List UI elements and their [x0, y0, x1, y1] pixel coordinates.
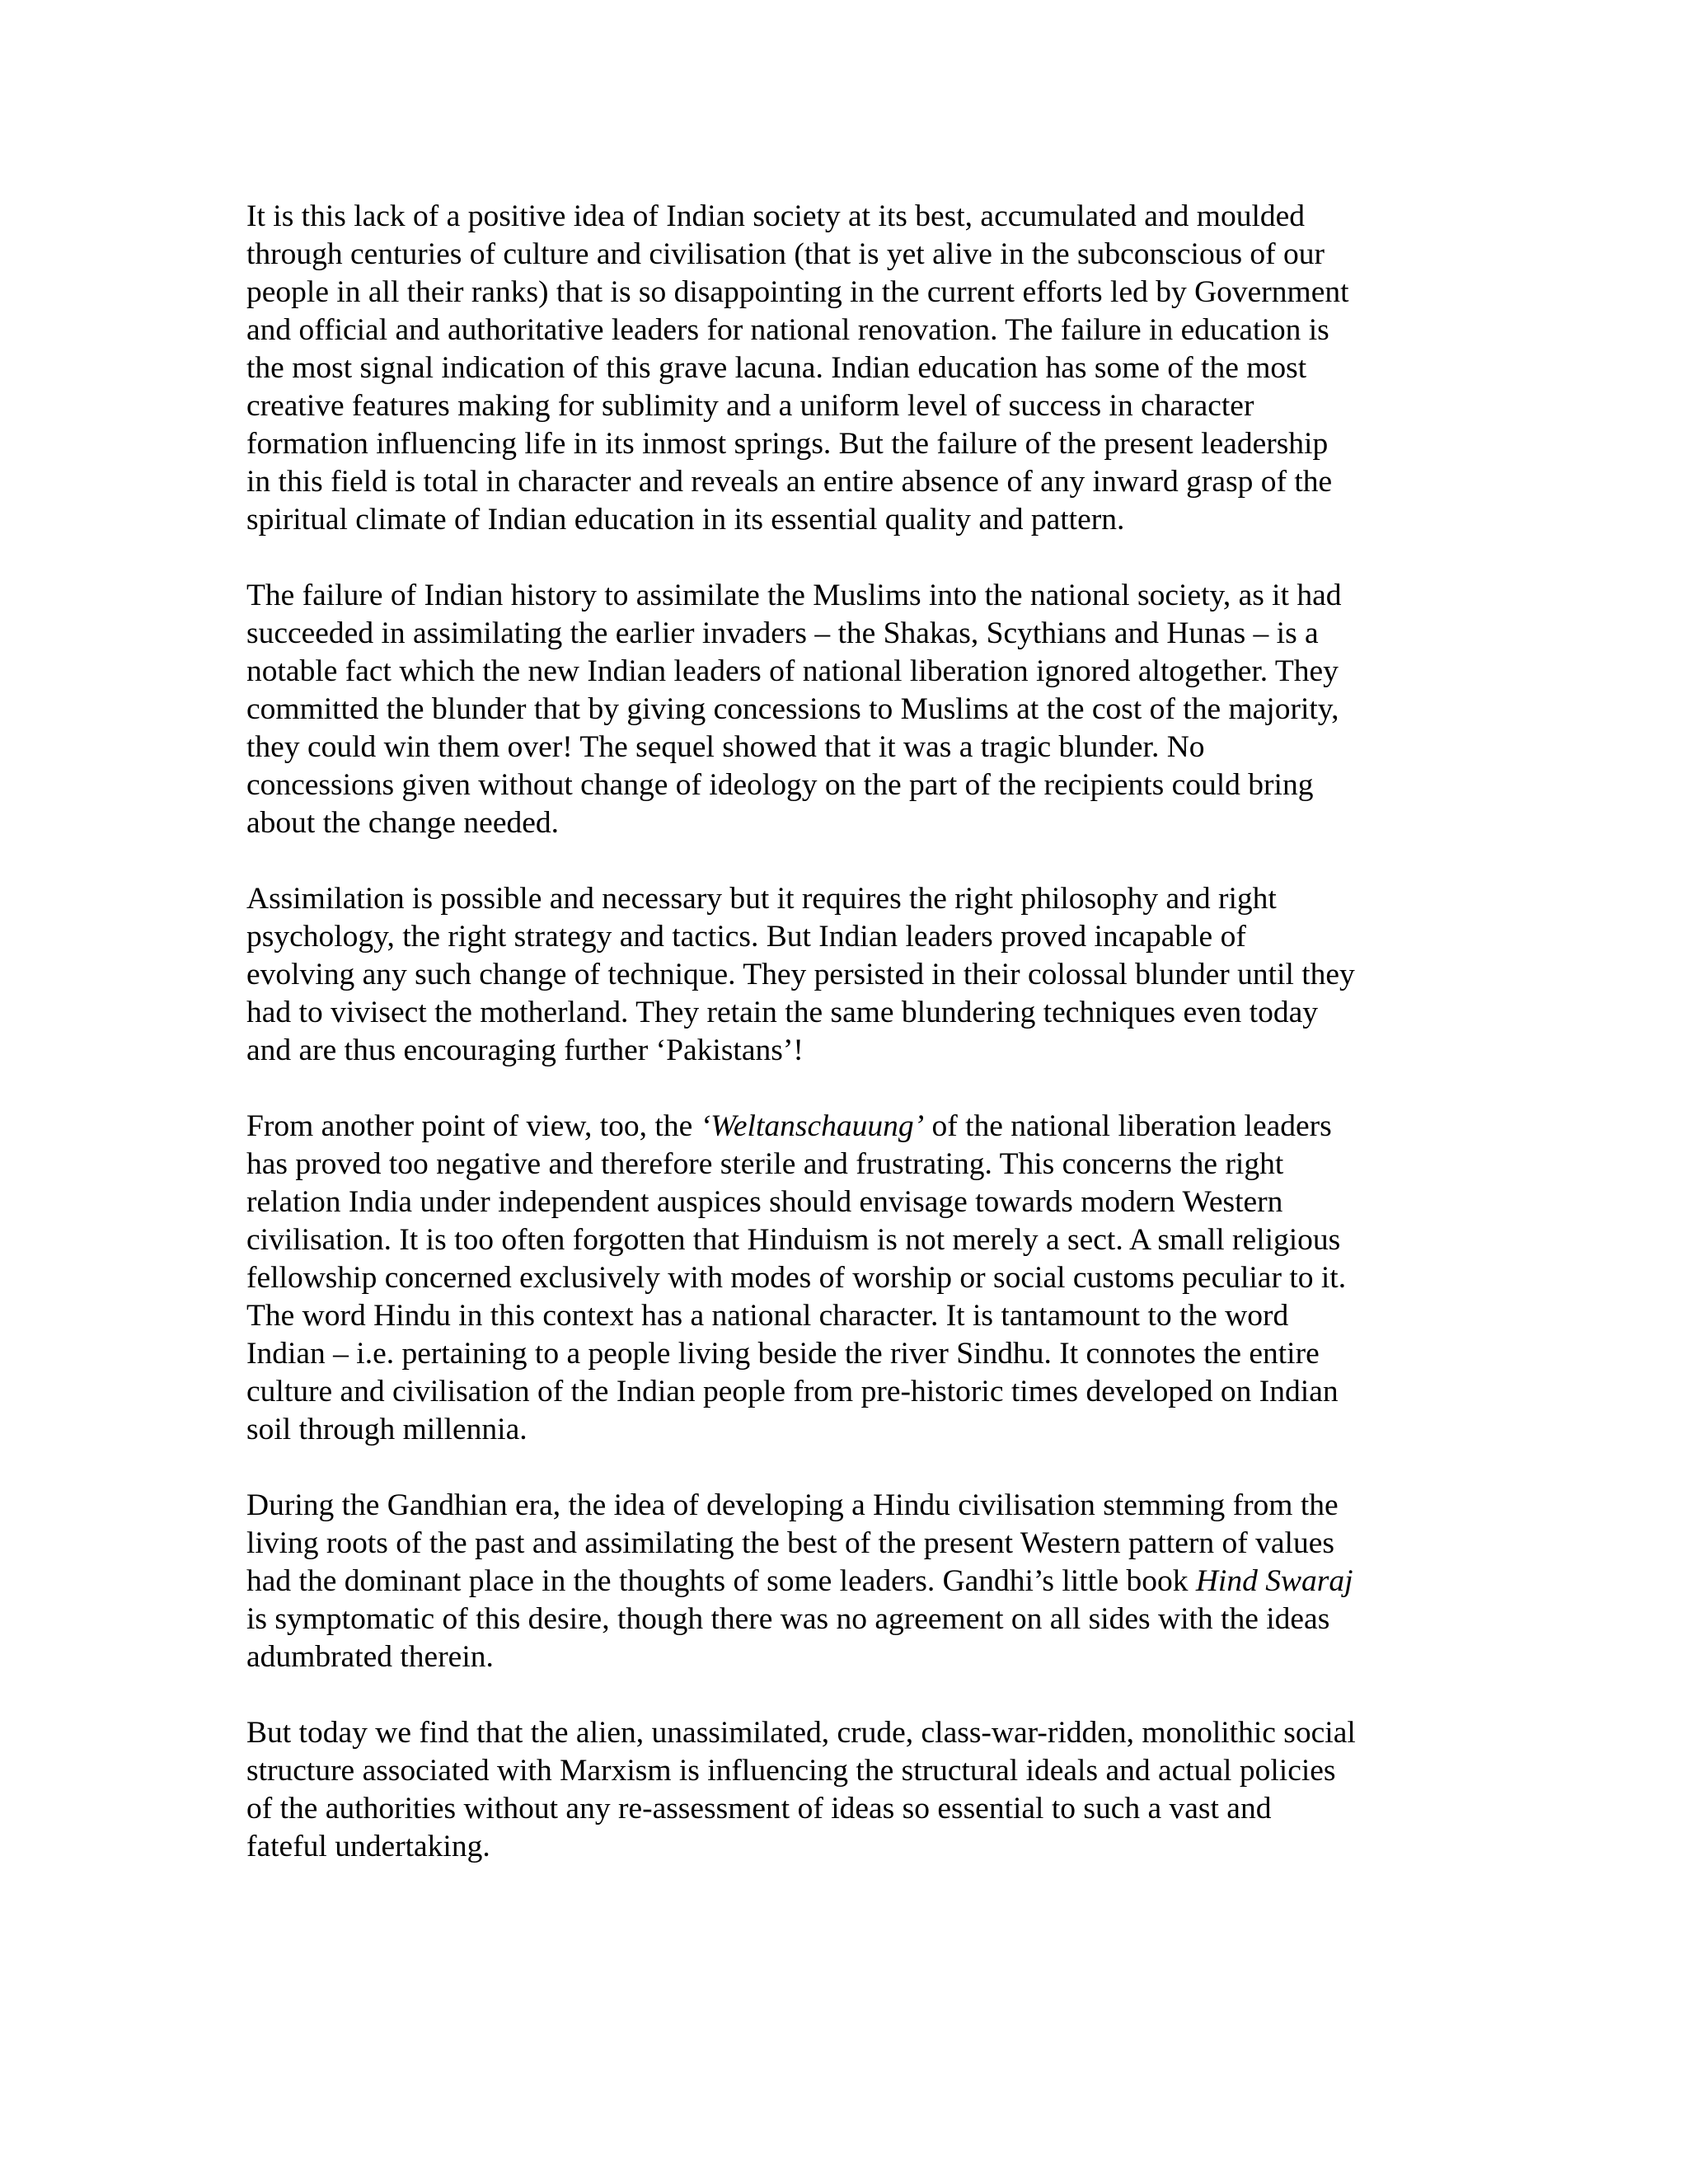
text-line: adumbrated therein. — [246, 1640, 494, 1674]
text-line: notable fact which the new Indian leaders of national liberation ignored altogether. They — [246, 654, 1339, 688]
text-line: fellowship concerned exclusively with modes of worship or social customs peculiar to it. — [246, 1261, 1347, 1295]
text-line: about the change needed. — [246, 806, 559, 840]
text-line: fateful undertaking. — [246, 1830, 490, 1863]
text-line: and are thus encouraging further ‘Pakistans’! — [246, 1033, 804, 1067]
text-line: in this field is total in character and reveals an entire absence of any inward grasp of the — [246, 465, 1333, 499]
text-line: concessions given without change of ideology on the part of the recipients could bring — [246, 768, 1314, 802]
text-line: structure associated with Marxism is influencing the structural ideals and actual policies — [246, 1754, 1336, 1788]
text-line: living roots of the past and assimilating the best of the present Western pattern of values — [246, 1526, 1334, 1560]
text-line: evolving any such change of technique. They persisted in their colossal blunder until they — [246, 958, 1355, 991]
italic-term: ‘Weltanschauung’ — [700, 1109, 925, 1143]
text-line: culture and civilisation of the Indian people from pre-historic times developed on Indian — [246, 1375, 1339, 1408]
text-line: It is this lack of a positive idea of Indian society at its best, accumulated and moulded — [246, 199, 1306, 233]
book-title: Hind Swaraj — [1195, 1564, 1353, 1598]
text-line: had the dominant place in the thoughts of some leaders. Gandhi’s little book Hind Swaraj — [246, 1564, 1353, 1598]
text-line: From another point of view, too, the ‘Weltanschauung’ of the national liberation leaders — [246, 1109, 1332, 1143]
paragraph-4 — [246, 1108, 1450, 1449]
text-line: psychology, the right strategy and tactics. But Indian leaders proved incapable of — [246, 920, 1246, 954]
text-line: creative features making for sublimity and a uniform level of success in character — [246, 389, 1254, 423]
text-line: civilisation. It is too often forgotten that Hinduism is not merely a sect. A small religious — [246, 1223, 1341, 1257]
paragraph-5 — [246, 1487, 1450, 1676]
paragraph-2 — [246, 577, 1450, 842]
text-line: committed the blunder that by giving concessions to Muslims at the cost of the majority, — [246, 692, 1339, 726]
text-line: is symptomatic of this desire, though there was no agreement on all sides with the ideas — [246, 1602, 1330, 1636]
text-line: spiritual climate of Indian education in its essential quality and pattern. — [246, 503, 1125, 537]
body-text — [246, 198, 1450, 1904]
text-line: But today we find that the alien, unassimilated, crude, class-war-ridden, monolithic social — [246, 1716, 1356, 1750]
text-line: The failure of Indian history to assimilate the Muslims into the national society, as it had — [246, 579, 1342, 612]
text-line: During the Gandhian era, the idea of developing a Hindu civilisation stemming from the — [246, 1488, 1339, 1522]
text-line: Assimilation is possible and necessary but it requires the right philosophy and right — [246, 882, 1277, 916]
text-line: had to vivisect the motherland. They retain the same blundering techniques even today — [246, 996, 1318, 1029]
text-line: the most signal indication of this grave lacuna. Indian education has some of the most — [246, 351, 1307, 385]
text-line: succeeded in assimilating the earlier invaders – the Shakas, Scythians and Hunas – is a — [246, 616, 1319, 650]
text-line: Indian – i.e. pertaining to a people living beside the river Sindhu. It connotes the entire — [246, 1337, 1320, 1371]
text-line: of the authorities without any re-assessment of ideas so essential to such a vast and — [246, 1792, 1272, 1825]
text-line: people in all their ranks) that is so disappointing in the current efforts led by Government — [246, 275, 1349, 309]
text-line: The word Hindu in this context has a national character. It is tantamount to the word — [246, 1299, 1289, 1333]
text-line: relation India under independent auspices should envisage towards modern Western — [246, 1185, 1283, 1219]
paragraph-3 — [246, 880, 1450, 1070]
paragraph-1 — [246, 198, 1450, 539]
paragraph-6 — [246, 1714, 1450, 1866]
text-line: through centuries of culture and civilisation (that is yet alive in the subconscious of our — [246, 237, 1325, 271]
text-line: has proved too negative and therefore sterile and frustrating. This concerns the right — [246, 1147, 1284, 1181]
text-line: they could win them over! The sequel showed that it was a tragic blunder. No — [246, 730, 1205, 764]
text-line: formation influencing life in its inmost springs. But the failure of the present leadership — [246, 427, 1329, 461]
text-line: and official and authoritative leaders for national renovation. The failure in education is — [246, 313, 1329, 347]
text-line: soil through millennia. — [246, 1413, 528, 1446]
